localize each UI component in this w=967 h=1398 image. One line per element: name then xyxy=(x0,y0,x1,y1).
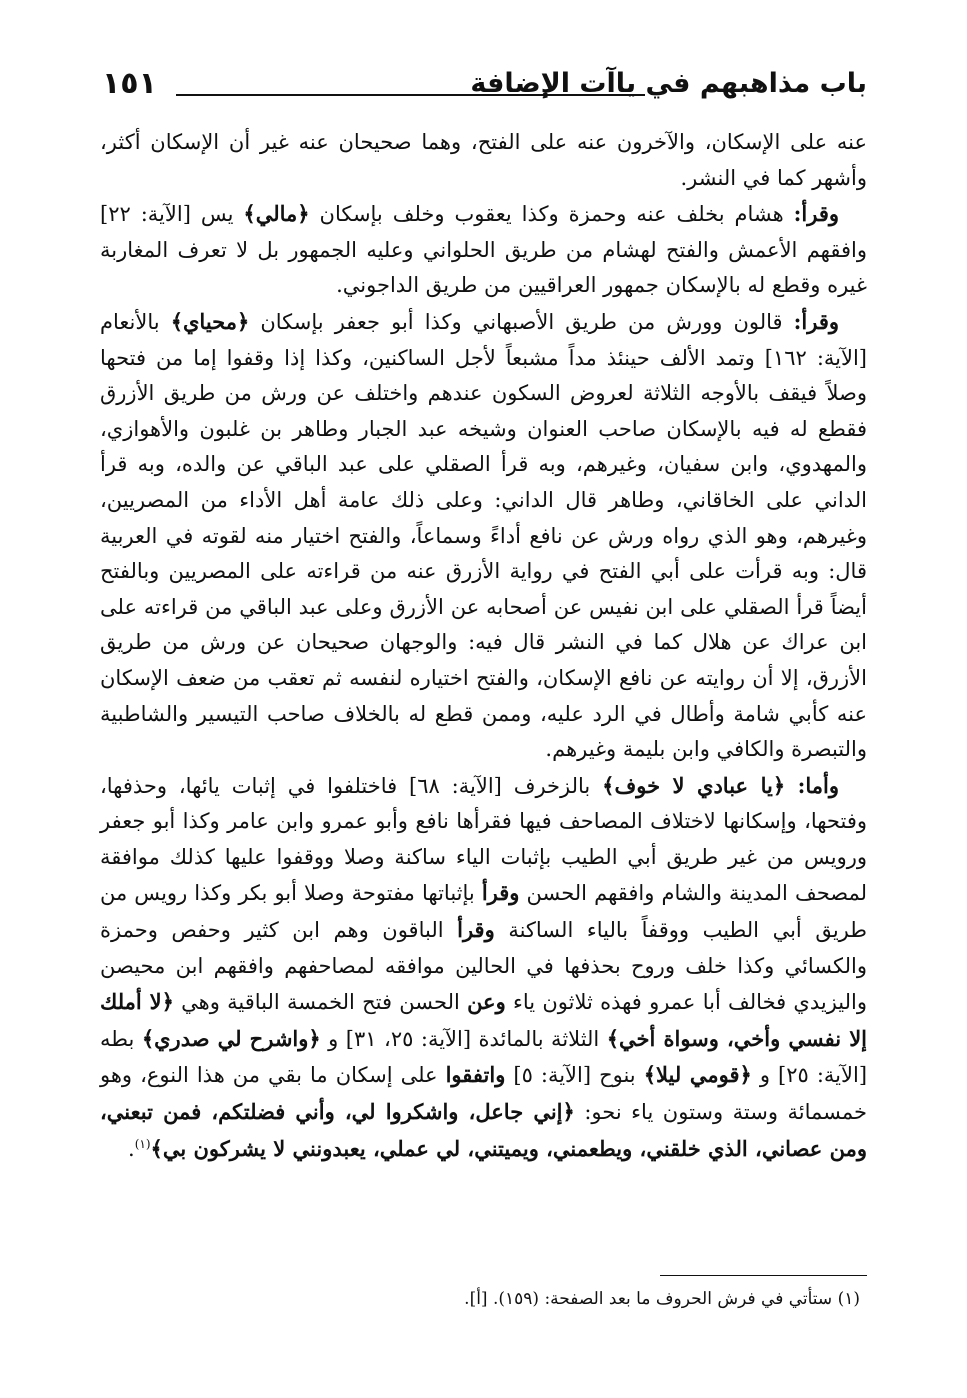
paragraph-2 xyxy=(100,196,867,304)
paragraph-text: على إسكان ما بقي من هذا النوع، وهو خمسمائة وستة وستون ياء نحو: xyxy=(100,1063,867,1125)
body-text xyxy=(100,125,867,1167)
quran-quote: ﴿محياي﴾ xyxy=(170,308,250,334)
paragraph-text: بطه [الآية: ٢٥] و xyxy=(100,1026,868,1088)
paragraph-text: الحسن فتح الخمسة الباقية وهي xyxy=(173,990,468,1015)
paragraph-lead: وأما: xyxy=(797,772,839,798)
quran-quote: ﴿قومي ليلا﴾ xyxy=(643,1062,752,1088)
quran-quote: ﴿واشرح لي صدري﴾ xyxy=(141,1025,321,1051)
page-header xyxy=(100,60,867,112)
quran-quote: ﴿مالي﴾ xyxy=(243,201,310,227)
paragraph-lead: وقرأ: xyxy=(793,308,839,334)
paragraph-1: عنه على الإسكان، والآخرون عنه على الفتح، وهما صحيحان عنه غير أن الإسكان أكثر، وأشهر كما في النشر. xyxy=(100,130,867,190)
bold-word: واتفقوا xyxy=(445,1062,506,1088)
quran-quote: ﴿لا أملك إلا نفسي وأخي، وسواة أخي﴾ xyxy=(100,989,868,1051)
paragraph-text: بإثباتها مفتوحة وصلا أبو بكر وكذا رويس من طريق أبي الطيب ووقفاً بالياء الساكنة xyxy=(100,881,867,943)
bold-word: وقرأ xyxy=(457,917,495,943)
bold-word: وعن xyxy=(467,989,506,1015)
paragraph-text: هشام بخلف عنه وحمزة وكذا يعقوب وخلف بإسكان xyxy=(309,202,794,227)
paragraph-end: . xyxy=(128,1136,135,1161)
quran-quote: ﴿إني جاعل، واشكروا لي، وأني فضلتكم، فمن تبعني، ومن عصاني، الذي خلقني، ويطعمني، ويميتني، لي عملي، يعبدونني لا يشركون بي﴾ xyxy=(100,1099,867,1161)
paragraph-text: الثلاثة بالمائدة [الآية: ٢٥، ٣١] و xyxy=(320,1026,607,1051)
page-number: ١٥١ xyxy=(102,66,157,101)
paragraph-text: بالزخرف [الآية: ٦٨] فاختلفوا في إثبات يائها، وحذفها، وفتحها، وإسكانها لاختلاف المصاحف فيها فقرأها نافع وأبو عمرو وابن عامر وكذا أبو جعفر ورويس من غير طريق أبي الطيب بإثبات الياء ساكنة وصلا ووقفوا عليها كذلك موافقة لمصحف المدينة والشام وافقهم الحسن xyxy=(100,773,867,906)
paragraph-text: بنوح [الآية: ٥] xyxy=(505,1063,644,1088)
paragraph-4 xyxy=(100,768,867,1168)
paragraph-text: الباقون وهم ابن كثير وحفص وحمزة والكسائي وكذا خلف وروح بحذفها في الحالين موافقه لمصاحفهم وافقهم ابن محيصن واليزيدي فخالف أبا عمرو فهذه ثلاثون ياء xyxy=(100,918,868,1015)
quran-quote: ﴿يا عبادي لا خوف﴾ xyxy=(602,772,798,798)
footnote-marker: (١) xyxy=(134,1136,151,1151)
paragraph-text: بالأنعام [الآية: ١٦٢] وتمد الألف حينئذ مداً مشبعاً لأجل الساكنين، وكذا إذا وقفوا إما من فتحها وصلاً فيقف بالأوجه الثلاثة لعروض السكون عندهم واختلف عن ورش من طريق الأزرق فقطع له فيه بالإسكان صاحب العنوان وشيخه عبد الجبار وطاهر بن غلبون والأهوازي، والمهدوي، وابن سفيان، وغيرهم، وبه قرأ الصقلي على عبد الباقي عن والده، وبه قرأ الداني على الخاقاني، وطاهر قال الداني: وعلى ذلك عامة أهل الأداء من المصريين، وغيرهم، وهو الذي رواه ورش عن نافع أداءً وسماعاً، والفتح اختيار منه لقوته في العربية قال: وبه قرأت على أبي الفتح في رواية الأزرق عنه من قراءته على المصريين وبالفتح أيضاً قرأ الصقلي على ابن نفيس عن أصحابه عن الأزرق وعلى عبد الباقي من قراءته على ابن عراك عن هلال كما في النشر قال فيه: والوجهان صحيحان عن ورش من طريق الأزرق، إلا أن روايته عن نافع الإسكان، والفتح اختياره لنفسه ثم تعقب من ضعف الإسكان عنه كأبي شامة وأطال في الرد عليه، وممن قطع له بالخلاف صاحب التيسير والشاطبية والتبصرة والكافي وابن بليمة وغيرهم. xyxy=(100,309,867,762)
paragraph-text: يس [الآية: ٢٢] وافقهم الأعمش والفتح لهشام من طريق الحلواني وعليه الجمهور بل لا تعرف المغاربة غيره وقطع له بالإسكان جمهور العراقيين من طريق الداجوني. xyxy=(100,202,867,298)
chapter-title: باب مذاهبهم في ياآت الإضافة xyxy=(470,68,867,99)
paragraph-3 xyxy=(100,304,867,768)
footnote-rule xyxy=(660,1275,867,1276)
paragraph-text: قالون وورش من طريق الأصبهاني وكذا أبو جعفر بإسكان xyxy=(249,309,794,334)
header-rule xyxy=(176,94,645,96)
paragraph-lead: وقرأ: xyxy=(793,201,840,227)
footnote: (١) ستأتي في فرش الحروف ما بعد الصفحة: (١٥٩). [أ]. xyxy=(464,1289,860,1309)
bold-word: وقرأ xyxy=(481,880,520,906)
